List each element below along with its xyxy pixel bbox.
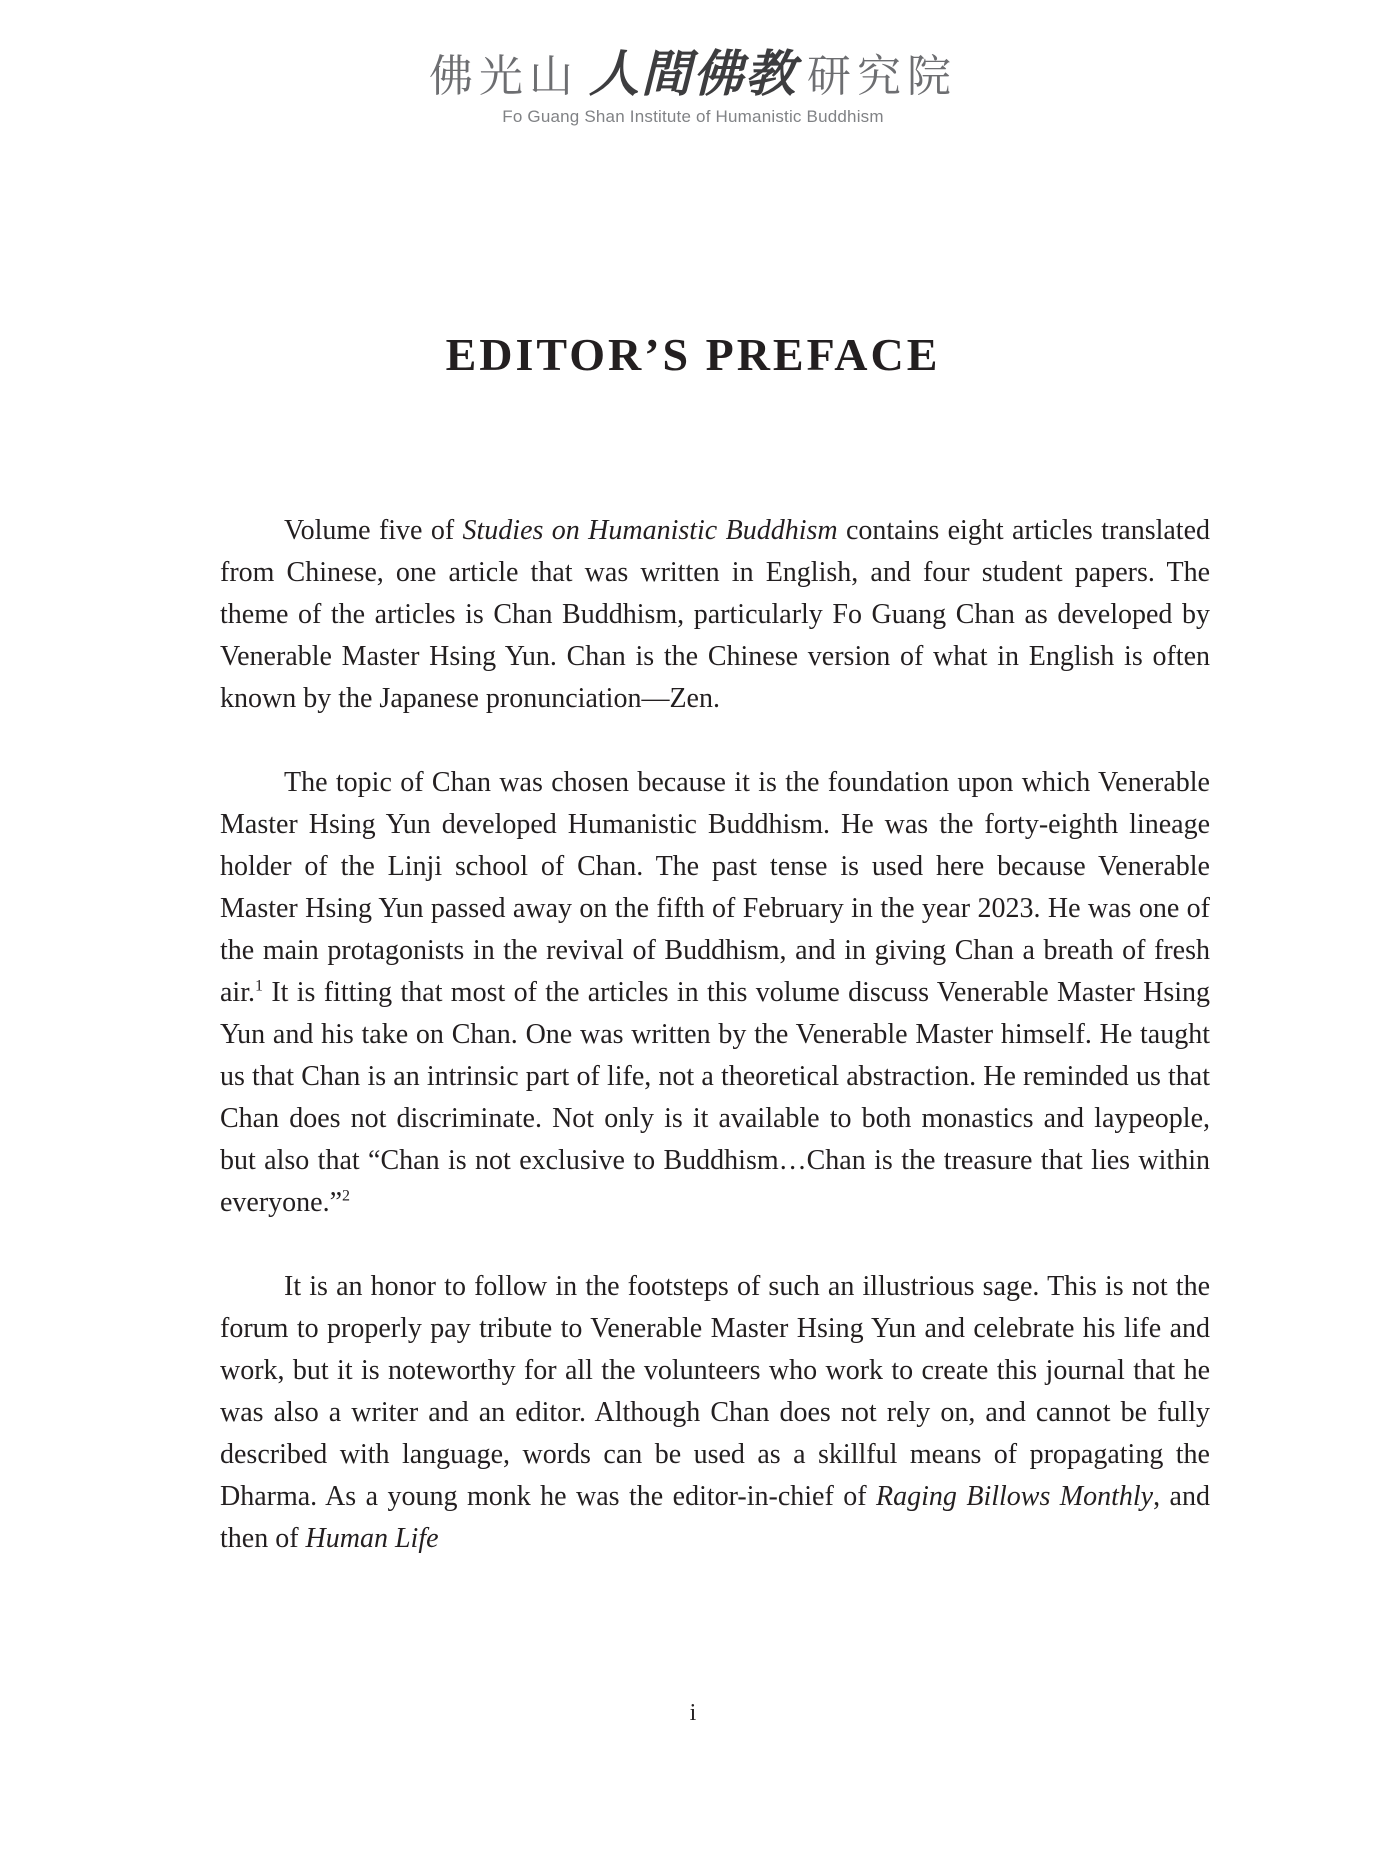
p1-text-c: contains eight articles translated from Chinese, one article that was written in English, and four student papers. The theme of the articles is Chan Buddhism, particularly Fo Guang Chan as developed by Venerable Master Hsing Yun. Chan is the Chinese version of what in English is often known by the Japanese pronunciation—Zen. [220, 515, 1210, 714]
preface-body [220, 510, 1210, 1560]
paragraph-3 [220, 1266, 1210, 1560]
logo-cn-calligraphy: 人間佛教 [589, 44, 797, 103]
footnote-ref-2[interactable]: 2 [342, 1187, 351, 1205]
page-title: EDITOR’S PREFACE [445, 329, 941, 380]
p2-text-b: It is fitting that most of the articles in this volume discuss Venerable Master Hsing Yun and his take on Chan. One was written by the Venerable Master himself. He taught us that Chan is an intrinsic part of life, not a theoretical abstraction. He reminded us that Chan does not discriminate. Not only is it available to both monastics and laypeople, but also that “Chan is not exclusive to Buddhism…Chan is the treasure that lies within everyone.” [220, 977, 1210, 1218]
institute-logo-chinese [0, 46, 1386, 105]
footnote-ref-1[interactable]: 1 [255, 977, 263, 995]
logo-cn-right: 研究院 [807, 51, 957, 102]
logo-cn-left: 佛光山 [429, 51, 579, 102]
p2-text-a: The topic of Chan was chosen because it is the foundation upon which Venerable Master Hsing Yun developed Humanistic Buddhism. He was the forty-eighth lineage holder of the Linji school of Chan. The past tense is used here because Venerable Master Hsing Yun passed away on the fifth of February in the year 2023. He was one of the main protagonists in the revival of Buddhism, and in giving Chan a breath of fresh air. [220, 767, 1210, 1008]
p1-journal-title: Studies on Humanistic Buddhism [462, 515, 838, 546]
p3-magazine-title-2: Human Life [305, 1523, 439, 1554]
paragraph-1 [220, 510, 1210, 720]
institute-logo-english: Fo Guang Shan Institute of Humanistic Buddhism [502, 107, 884, 126]
page-header [0, 46, 1386, 127]
paragraph-2 [220, 762, 1210, 1224]
p3-text-c: , and then of [220, 1481, 1210, 1554]
p3-text-a: It is an honor to follow in the footsteps of such an illustrious sage. This is not the forum to properly pay tribute to Venerable Master Hsing Yun and celebrate his life and work, but it is noteworthy for all the volunteers who work to create this journal that he was also a writer and an editor. Although Chan does not rely on, and cannot be fully described with language, words can be used as a skillful means of propagating the Dharma. As a young monk he was the editor-in-chief of [220, 1271, 1210, 1512]
page-number: i [689, 1700, 697, 1726]
p1-text-a: Volume five of [284, 515, 463, 546]
p3-magazine-title-1: Raging Billows Monthly [876, 1481, 1154, 1512]
